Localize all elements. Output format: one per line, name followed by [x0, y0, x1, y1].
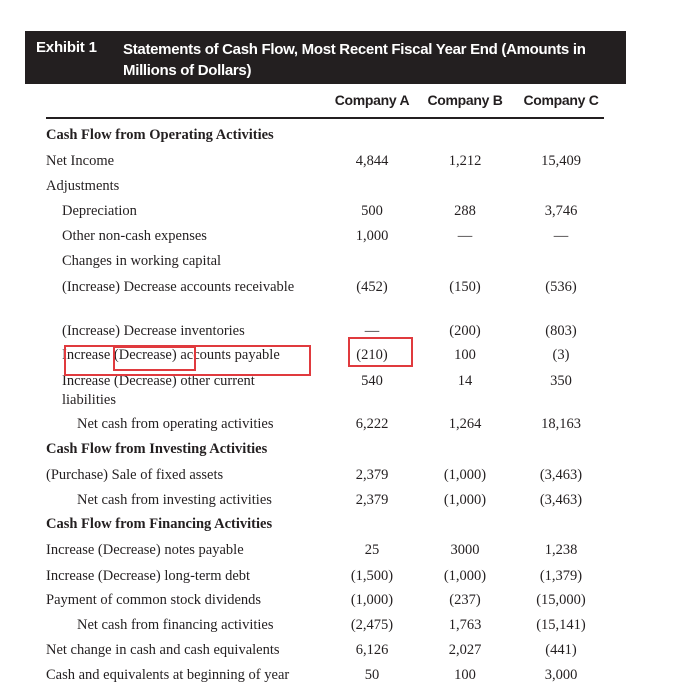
value-company-b: 1,212: [448, 153, 482, 169]
value-company-b: (150): [449, 279, 481, 295]
value-company-a: —: [364, 323, 380, 339]
value-company-c: 15,409: [541, 153, 581, 169]
value-company-a: 6,126: [355, 642, 389, 658]
value-company-c: 3,000: [544, 667, 578, 683]
row-label: Cash Flow from Operating Activities: [46, 127, 274, 143]
total-row: [0, 415, 686, 435]
table-row: [0, 466, 686, 486]
value-company-c: (441): [545, 642, 577, 658]
value-company-b: 2,027: [448, 642, 482, 658]
row-label: Increase (Decrease) accounts payable: [62, 347, 280, 363]
value-company-a: 540: [361, 373, 383, 389]
row-label: Cash and equivalents at beginning of year: [46, 667, 290, 683]
table-row: [0, 202, 686, 222]
table-row: [0, 322, 686, 342]
exhibit-title: Statements of Cash Flow, Most Recent Fiscal Year End (Amounts in Millions of Dollars): [123, 41, 586, 79]
row-label: Net cash from operating activities: [77, 416, 274, 432]
value-company-a: 50: [364, 667, 380, 683]
value-company-c: (803): [545, 323, 577, 339]
value-company-b: (1,000): [443, 467, 487, 483]
row-label: Changes in working capital: [62, 253, 222, 269]
section-header-row: [0, 126, 686, 146]
table-row: [0, 278, 686, 298]
table-row: [0, 177, 686, 197]
value-company-b: 3000: [450, 542, 480, 558]
value-company-a: 1,000: [355, 228, 389, 244]
row-label: (Purchase) Sale of fixed assets: [46, 467, 224, 483]
value-company-a: 4,844: [355, 153, 389, 169]
value-company-b: (1,000): [443, 492, 487, 508]
section-header-row: [0, 515, 686, 535]
column-header-company-a: Company A: [334, 92, 410, 108]
row-label: Net change in cash and cash equivalents: [46, 642, 280, 658]
value-company-a: 25: [364, 542, 380, 558]
table-row: [0, 541, 686, 561]
table-row: [0, 252, 686, 272]
row-label: Other non-cash expenses: [62, 228, 207, 244]
value-company-c: 350: [550, 373, 572, 389]
value-company-c: —: [553, 228, 569, 244]
value-company-a: 2,379: [355, 467, 389, 483]
value-company-c: (536): [545, 279, 577, 295]
row-label: (Increase) Decrease inventories: [62, 323, 245, 339]
row-label: Cash Flow from Investing Activities: [46, 441, 268, 457]
table-row: [0, 591, 686, 611]
value-company-a: (1,500): [350, 568, 394, 584]
value-company-b: 14: [457, 373, 473, 389]
value-company-b: 288: [454, 203, 476, 219]
total-row: [0, 491, 686, 511]
value-company-b: (237): [449, 592, 481, 608]
value-company-c: 18,163: [541, 416, 581, 432]
value-company-c: 3,746: [544, 203, 578, 219]
row-label: Depreciation: [62, 203, 137, 219]
value-company-c: (1,379): [539, 568, 583, 584]
row-label: Payment of common stock dividends: [46, 592, 262, 608]
column-header-company-c: Company C: [523, 92, 599, 108]
row-label: Increase (Decrease) notes payable: [46, 542, 244, 558]
table-row: [0, 567, 686, 587]
value-company-b: 100: [454, 667, 476, 683]
row-label: Net Income: [46, 153, 115, 169]
highlight-box-decrease-phrase: [113, 346, 196, 371]
table-row: [0, 641, 686, 661]
row-label: Net cash from investing activities: [77, 492, 272, 508]
row-label: Increase (Decrease) long-term debt: [46, 568, 251, 584]
value-company-c: (15,000): [536, 592, 586, 608]
value-company-a: (1,000): [350, 592, 394, 608]
value-company-b: 100: [454, 347, 476, 363]
value-company-b: (200): [449, 323, 481, 339]
value-company-a: 500: [361, 203, 383, 219]
value-company-b: —: [457, 228, 473, 244]
table-row: [0, 666, 686, 686]
total-row: [0, 616, 686, 636]
table-row: [0, 227, 686, 247]
value-company-a: (2,475): [350, 617, 394, 633]
value-company-c: (15,141): [536, 617, 586, 633]
value-company-c: (3,463): [539, 492, 583, 508]
row-label: (Increase) Decrease accounts receivable: [62, 279, 295, 295]
table-row: [0, 152, 686, 172]
value-company-c: (3,463): [539, 467, 583, 483]
value-company-a: 2,379: [355, 492, 389, 508]
value-company-c: 1,238: [544, 542, 578, 558]
header-rule: [46, 117, 604, 119]
exhibit-label: Exhibit 1: [36, 39, 97, 56]
value-company-b: (1,000): [443, 568, 487, 584]
value-company-a: (452): [356, 279, 388, 295]
section-header-row: [0, 440, 686, 460]
highlight-box-value-210: [348, 337, 413, 367]
value-company-b: 1,763: [448, 617, 482, 633]
value-company-a: 6,222: [355, 416, 389, 432]
value-company-a: (210): [356, 347, 388, 363]
row-label: Cash Flow from Financing Activities: [46, 516, 273, 532]
column-header-company-b: Company B: [427, 92, 503, 108]
row-label: Increase (Decrease) other current liabilities: [62, 373, 255, 408]
value-company-b: 1,264: [448, 416, 482, 432]
row-label: Net cash from financing activities: [77, 617, 274, 633]
exhibit-header: [25, 31, 626, 84]
row-label: Adjustments: [46, 178, 120, 194]
value-company-c: (3): [552, 347, 570, 363]
